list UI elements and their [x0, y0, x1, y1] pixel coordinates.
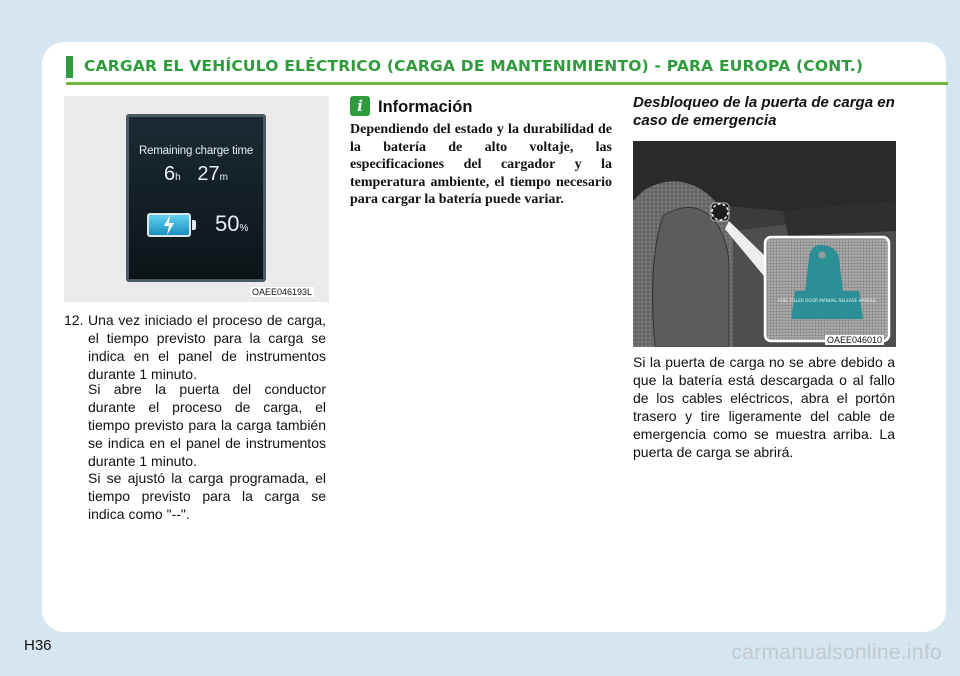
- screen-title: Remaining charge time: [138, 145, 254, 157]
- trunk-figure: [633, 141, 896, 347]
- lightning-icon: [161, 213, 177, 237]
- minutes-unit: m: [219, 172, 228, 183]
- tag-text: FUEL FILLER DOOR MANUAL RELEASE HANDLE: [778, 298, 876, 303]
- remaining-time: [129, 163, 263, 186]
- emergency-release-heading: Desbloqueo de la puerta de carga en caso de emergencia: [633, 94, 895, 129]
- paragraph-scheduled-charge: Si se ajustó la carga programada, el tiempo previsto para la carga se indica como "--".: [88, 470, 326, 522]
- info-heading: Información: [378, 98, 473, 116]
- info-icon: i: [350, 96, 370, 116]
- step-12: [64, 311, 326, 383]
- hours-value: 6: [164, 163, 176, 185]
- page-number: H36: [24, 637, 52, 654]
- hours-unit: h: [175, 172, 181, 183]
- step-text: Una vez iniciado el proceso de carga, el tiempo previsto para la carga se indica en el panel de instrumentos durante 1 minuto.: [88, 312, 326, 382]
- figure2-code: OAEE046010: [827, 335, 883, 345]
- percent-unit: %: [239, 223, 249, 234]
- charge-percent: [215, 211, 248, 237]
- cluster-figure: [64, 96, 329, 302]
- figure1-code: OAEE046193L: [252, 287, 313, 297]
- trunk-illustration: [633, 141, 896, 347]
- minutes-value: 27: [197, 163, 220, 185]
- title-accent-bar: [66, 56, 73, 78]
- cluster-screen: [126, 114, 266, 282]
- step-number: 12.: [64, 312, 84, 328]
- info-text: Dependiendo del estado y la durabilidad de la batería de alto voltaje, las especificaciones del cargador y la temperatura ambiente, el tiempo necesario para cargar la batería puede variar.: [350, 122, 612, 207]
- release-handle: [711, 203, 729, 221]
- section-title: CARGAR EL VEHÍCULO ELÉCTRICO (CARGA DE MANTENIMIENTO) - PARA EUROPA (CONT.): [84, 57, 864, 75]
- battery-tip: [192, 220, 196, 230]
- paragraph-driver-door: Si abre la puerta del conductor durante el proceso de carga, el tiempo previsto para la carga también se indica en el panel de instrumentos durante 1 minuto.: [88, 381, 326, 469]
- emergency-release-text: Si la puerta de carga no se abre debido a que la batería está descargada o al fallo de los cables eléctricos, abra el portón trasero y tire ligeramente del cable de emergencia como se muestra arriba. La puerta de carga se abrirá.: [633, 354, 895, 460]
- percent-value: 50: [215, 211, 240, 236]
- watermark: carmanualsonline.info: [731, 641, 942, 664]
